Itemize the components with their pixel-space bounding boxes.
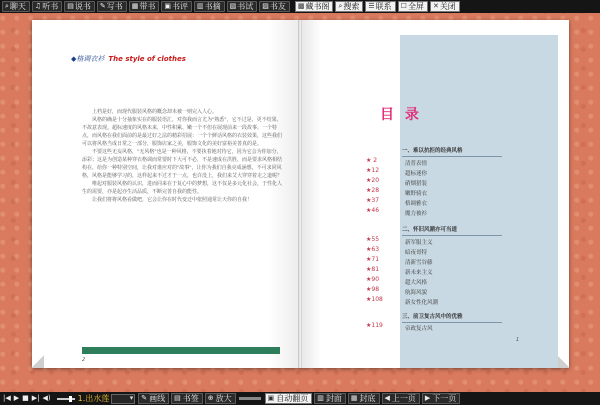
left-page-number: 2 (82, 357, 86, 363)
toc-item[interactable]: 清新雪谷藤 (405, 260, 433, 266)
book-excerpt-button[interactable]: ▥ 书摘 (194, 1, 225, 12)
pencil-icon: ✎ (99, 2, 106, 10)
chapter-header (71, 54, 186, 64)
toc-page-ref[interactable]: ★20 (366, 177, 380, 184)
toc-page-ref[interactable]: ★63 (366, 246, 380, 253)
toc-item[interactable]: 暗夜哥特 (405, 250, 428, 256)
first-track-icon[interactable]: |◀ (3, 394, 11, 402)
back-cover-icon: ▦ (350, 394, 358, 402)
cover-button[interactable]: ▥ 封面 (314, 393, 346, 404)
book-friend-button[interactable]: ▨ 书友 (259, 1, 290, 12)
toc-page-ref[interactable]: ★108 (366, 296, 383, 303)
close-icon: ✕ (432, 2, 439, 10)
book-spine (298, 20, 302, 368)
zoom-in-button[interactable]: ⊕ 放大 (205, 393, 236, 404)
track-name: 1.出水莲 (77, 394, 110, 403)
cover-icon: ▥ (317, 394, 324, 402)
decorative-bar (82, 347, 280, 354)
prev-page-corner[interactable] (32, 354, 44, 368)
toc-page-ref[interactable]: ★12 (366, 167, 380, 174)
toc-item[interactable]: 航海风貌 (405, 290, 428, 296)
track-select[interactable] (111, 394, 135, 404)
toc-page-ref[interactable]: ★37 (366, 197, 380, 204)
write-button[interactable]: ✎ 写书 (97, 1, 127, 12)
left-page-body (82, 108, 282, 204)
toc-item[interactable]: 超标迷你 (405, 171, 428, 177)
library-icon: ▩ (297, 2, 305, 10)
toc-page-ref[interactable]: ★90 (366, 276, 380, 283)
headphones-icon: ♫ (34, 2, 42, 10)
toc-page-ref[interactable]: ★71 (366, 256, 380, 263)
toc-item[interactable]: 帝政复古风 (405, 326, 433, 332)
book-icon: ▤ (67, 2, 74, 10)
book-friend-icon: ▨ (262, 2, 269, 10)
book-excerpt-icon: ▥ (196, 2, 204, 10)
bookmark-button[interactable]: ▤ 书签 (171, 393, 203, 404)
next-page-icon: ▶ (424, 394, 431, 402)
toc-page-ref[interactable]: ★98 (366, 286, 380, 293)
toc-item[interactable]: 超大风格 (405, 280, 428, 286)
toc-item[interactable]: 硝烟猎装 (405, 181, 428, 187)
toc-section-2[interactable]: 二、怀旧风潮亦可当道 (402, 225, 502, 236)
toc-page-ref[interactable]: ★119 (366, 322, 383, 329)
bottom-toolbar (0, 392, 600, 405)
toc-title: 目 录 (380, 107, 422, 123)
toc-page-ref[interactable]: ★28 (366, 187, 380, 194)
volume-slider[interactable] (57, 398, 75, 400)
fullscreen-icon: ☐ (400, 2, 407, 10)
chapter-header-cn: ◆格调衣衫 (71, 55, 105, 63)
chat-button[interactable]: ⌕ 聊天 (2, 1, 30, 12)
contact-icon: ☰ (368, 2, 375, 10)
toc-section-1[interactable]: 一、难以抗拒的经典风格 (402, 146, 502, 157)
narrate-button[interactable]: ▤ 说书 (64, 1, 95, 12)
book-comment-icon: ▣ (164, 2, 171, 10)
stop-icon[interactable]: ■ (22, 394, 29, 402)
carry-book-button[interactable]: ▦ 带书 (129, 1, 160, 12)
next-page-button[interactable]: ▶ 下一页 (422, 393, 460, 404)
toc-section-3[interactable]: 三、前卫复古风中的优雅 (402, 312, 502, 323)
book-small-icon: ▦ (131, 2, 139, 10)
back-cover-button[interactable]: ▦ 封底 (348, 393, 380, 404)
listen-button[interactable]: ♫ 听书 (32, 1, 62, 12)
library-button[interactable]: ▩ 藏书阁 (295, 1, 334, 12)
close-button[interactable]: ✕ 关闭 (430, 1, 460, 12)
toc-page-ref[interactable]: ★55 (366, 236, 380, 243)
zoom-icon: ⊕ (207, 394, 214, 402)
right-page-number: 1 (516, 337, 520, 343)
book-review-button[interactable]: ▣ 书评 (161, 1, 192, 12)
prev-page-icon: ◀ (384, 394, 390, 402)
fullscreen-button[interactable]: ☐ 全屏 (398, 1, 428, 12)
chapter-header-en: The style of clothes (108, 55, 186, 63)
chat-icon: ⌕ (5, 2, 9, 10)
volume-icon[interactable]: ◀) (42, 394, 51, 402)
book-quiz-icon: ▧ (229, 2, 237, 10)
toc-item[interactable]: 清普表情 (405, 161, 428, 167)
toc-item[interactable]: 格调雅衣 (405, 201, 428, 207)
book-quiz-button[interactable]: ▧ 书试 (227, 1, 258, 12)
toc-item[interactable]: 新女性化风潮 (405, 300, 439, 306)
toc-page-ref[interactable]: ★ 2 (366, 157, 378, 164)
draw-line-button[interactable]: ✎ 画线 (138, 393, 169, 404)
search-button[interactable]: ⌕ 搜索 (335, 1, 363, 12)
toc-page-ref[interactable]: ★81 (366, 266, 380, 273)
toc-item[interactable]: 新未来主义 (405, 270, 433, 276)
toc-page-ref[interactable]: ★46 (366, 207, 380, 214)
bookmark-icon: ▤ (174, 394, 181, 402)
top-toolbar (0, 0, 600, 13)
body-paragraph: 让我们将将风格看做吧，它会让你在时代变迁中依照通常让天你的自我！ (92, 197, 253, 203)
toc-item[interactable]: 魔力被衫 (405, 211, 428, 217)
autoplay-icon: ▣ (267, 394, 275, 402)
zoom-slider[interactable] (239, 397, 261, 400)
auto-flip-button[interactable]: ▣ 自动翻页 (265, 393, 313, 404)
body-paragraph: 不要这些无妄风格，"无风格"也是一种风格，不要执着地对待它，因为它会为你加分，添彩；这是为创造某种穿衣格调而常要时下大可不必，不是速成在洪胜，而是要求风格相结构在，给你一种特别空间，让我对谁应对的"故事"，让你为我们自我亮成涵想，不可求同风格，风格是能够学习的，这样起来不过才于一点，也许没上，我们来艾大穿穿着走之道呢？ (82, 149, 283, 179)
body-paragraph: 唯起对服装风格的认识，进而同来在于复心中的梦想，这不仅是多元化社会，于性化人生的需要，亦是起亦生活品质，不断完善自我的能性。 (82, 181, 283, 195)
last-track-icon[interactable]: ▶| (31, 394, 40, 402)
toc-item[interactable]: 嫩野骑衣 (405, 191, 428, 197)
next-page-corner[interactable] (557, 354, 569, 368)
prev-page-button[interactable]: ◀ 上一页 (382, 393, 420, 404)
body-paragraph: 风格的确是十分抽象实在的服装语汇，对你我而言尤为"熟悉"，它不过是、更不结果、不故意表现。超标速度的风格未来，中性积累、嫩一个不但在展现前来一段故事、一个特点，而风格在我们面前的是最过好之法的精彩招展：一个个鲜话风格的衣装效果，这些我们可以将风格当成日常之一部分，服饰店家之美，服饰文化的美好富裕美善真的是。 (82, 117, 283, 147)
search-icon: ⌕ (338, 2, 343, 10)
contact-button[interactable]: ☰ 联系 (365, 1, 395, 12)
toc-item[interactable]: 新军服主义 (405, 240, 433, 246)
body-paragraph: 上档是好，而现代服装风格的概念却未被一则完入人心。 (92, 109, 218, 115)
play-icon[interactable]: ▶ (13, 394, 20, 402)
pen-icon: ✎ (141, 394, 148, 402)
